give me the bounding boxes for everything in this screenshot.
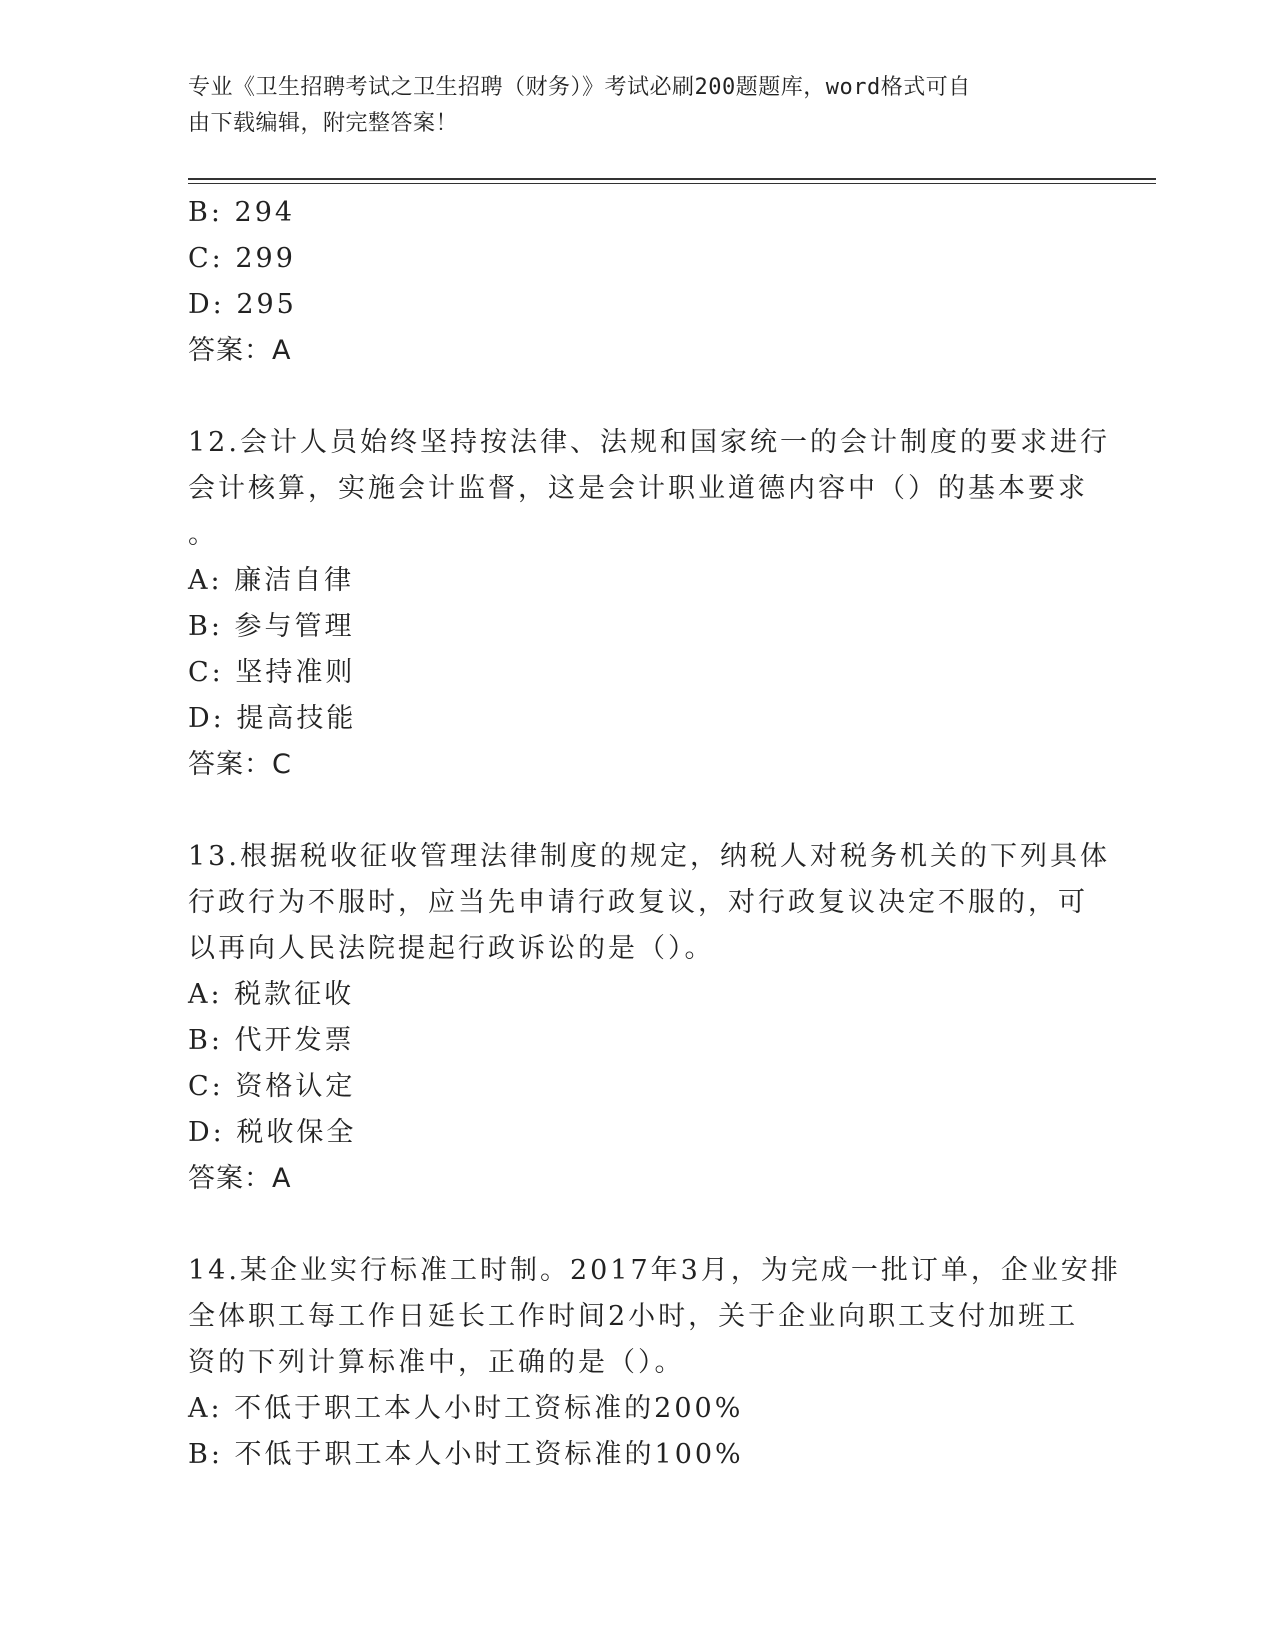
option-b: B: 不低于职工本人小时工资标准的100% [188, 1439, 744, 1470]
question-text-line: 14.某企业实行标准工时制。2017年3月，为完成一批订单，企业安排 [188, 1255, 1121, 1286]
document-header [188, 70, 1068, 142]
question-text-line: 行政行为不服时，应当先申请行政复议，对行政复议决定不服的，可 [188, 887, 1088, 918]
option-b: B: 参与管理 [188, 611, 355, 642]
question-text-line: 13.根据税收征收管理法律制度的规定，纳税人对税务机关的下列具体 [188, 841, 1110, 872]
question-text-line: 12.会计人员始终坚持按法律、法规和国家统一的会计制度的要求进行 [188, 427, 1110, 458]
question-13 [188, 834, 1110, 1202]
document-body [188, 190, 1121, 1478]
option-a: A: 税款征收 [188, 979, 355, 1010]
header-line-1: 专业《卫生招聘考试之卫生招聘（财务）》考试必刷200题题库，word格式可自 [188, 75, 971, 100]
question-11-continued [188, 190, 1088, 374]
question-14 [188, 1248, 1121, 1478]
question-text-line: 会计核算，实施会计监督，这是会计职业道德内容中（）的基本要求 [188, 473, 1088, 504]
question-text-line: 。 [188, 519, 218, 550]
option-b: B: 代开发票 [188, 1025, 355, 1056]
option-a: A: 廉洁自律 [188, 565, 355, 596]
option-c: C: 资格认定 [188, 1071, 356, 1102]
header-line-2: 由下载编辑，附完整答案！ [188, 111, 459, 136]
question-12 [188, 420, 1110, 788]
answer-line: 答案：A [188, 335, 292, 366]
header-rule-thin [188, 183, 1156, 184]
header-rule-thick [188, 178, 1156, 180]
answer-line: 答案：A [188, 1163, 292, 1194]
question-text-line: 以再向人民法院提起行政诉讼的是（）。 [188, 933, 715, 964]
question-text-line: 全体职工每工作日延长工作时间2小时，关于企业向职工支付加班工 [188, 1301, 1079, 1332]
option-a: A: 不低于职工本人小时工资标准的200% [188, 1393, 744, 1424]
option-d: D: 提高技能 [188, 703, 357, 734]
option-b: B: 294 [188, 197, 296, 228]
option-d: D: 295 [188, 289, 297, 320]
answer-line: 答案：C [188, 749, 292, 780]
option-c: C: 坚持准则 [188, 657, 356, 688]
option-c: C: 299 [188, 243, 296, 274]
option-d: D: 税收保全 [188, 1117, 357, 1148]
question-text-line: 资的下列计算标准中，正确的是（）。 [188, 1347, 685, 1378]
